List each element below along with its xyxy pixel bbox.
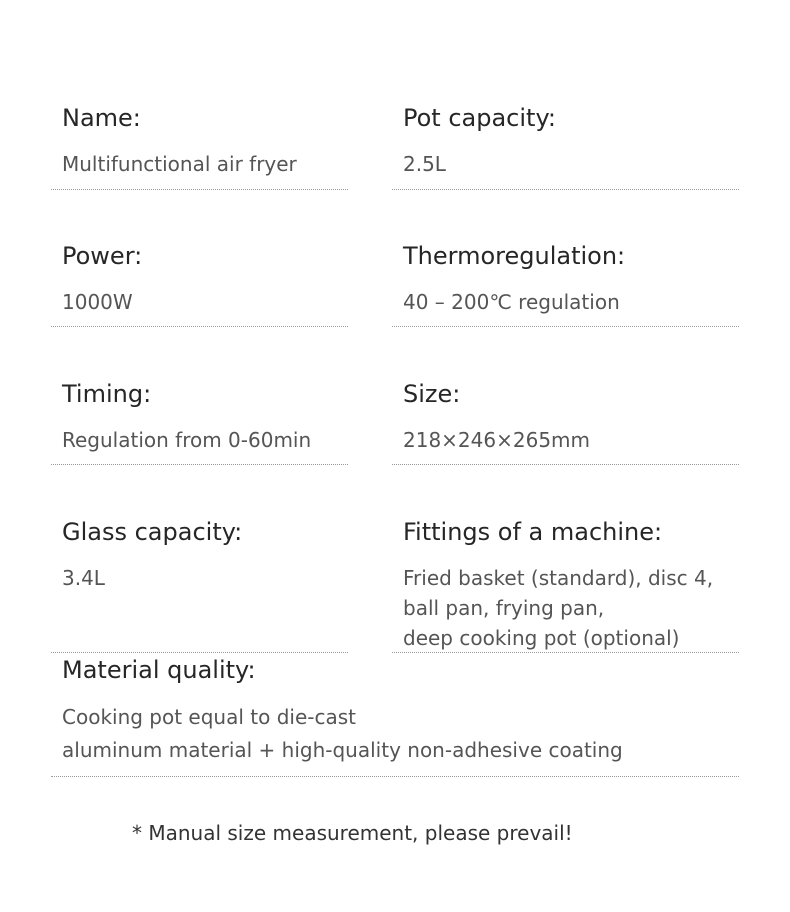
- spec-value: 218×246×265mm: [403, 428, 591, 452]
- spec-timing: [62, 379, 311, 455]
- spec-value-line: aluminum material + high-quality non-adhesive coating: [62, 738, 623, 762]
- spec-label: Timing:: [62, 380, 152, 408]
- spec-pot-capacity: [403, 103, 556, 179]
- spec-label: Fittings of a machine:: [403, 518, 663, 546]
- spec-value: 40 – 200℃ regulation: [403, 290, 620, 314]
- spec-label: Name:: [62, 104, 141, 132]
- spec-fittings: [403, 517, 713, 653]
- divider: [392, 464, 739, 465]
- spec-label: Size:: [403, 380, 461, 408]
- spec-value: Regulation from 0-60min: [62, 428, 312, 452]
- spec-label: Power:: [62, 242, 143, 270]
- divider: [392, 652, 739, 653]
- spec-size: [403, 379, 590, 455]
- spec-material-quality: [62, 655, 623, 767]
- spec-power: [62, 241, 142, 317]
- spec-thermoregulation: [403, 241, 625, 317]
- footnote: * Manual size measurement, please prevail!: [132, 821, 573, 845]
- spec-value: 1000W: [62, 290, 133, 314]
- spec-value-line: Fried basket (standard), disc 4,: [403, 566, 714, 590]
- spec-label: Pot capacity:: [403, 104, 556, 132]
- spec-value: 2.5L: [403, 152, 446, 176]
- divider: [51, 776, 739, 777]
- spec-value-line: deep cooking pot (optional): [403, 626, 680, 650]
- spec-glass-capacity: [62, 517, 242, 593]
- divider: [392, 326, 739, 327]
- spec-name: [62, 103, 297, 179]
- spec-label: Thermoregulation:: [403, 242, 626, 270]
- spec-label: Material quality:: [62, 656, 256, 684]
- spec-value-lines: [403, 563, 713, 653]
- spec-value-line: Cooking pot equal to die-cast: [62, 705, 357, 729]
- spec-value-lines: [62, 701, 623, 767]
- divider: [51, 464, 348, 465]
- divider: [392, 189, 739, 190]
- divider: [51, 189, 348, 190]
- spec-value: 3.4L: [62, 566, 105, 590]
- spec-label: Glass capacity:: [62, 518, 243, 546]
- spec-value-line: ball pan, frying pan,: [403, 596, 605, 620]
- spec-value: Multifunctional air fryer: [62, 152, 297, 176]
- divider: [51, 326, 348, 327]
- divider: [51, 652, 348, 653]
